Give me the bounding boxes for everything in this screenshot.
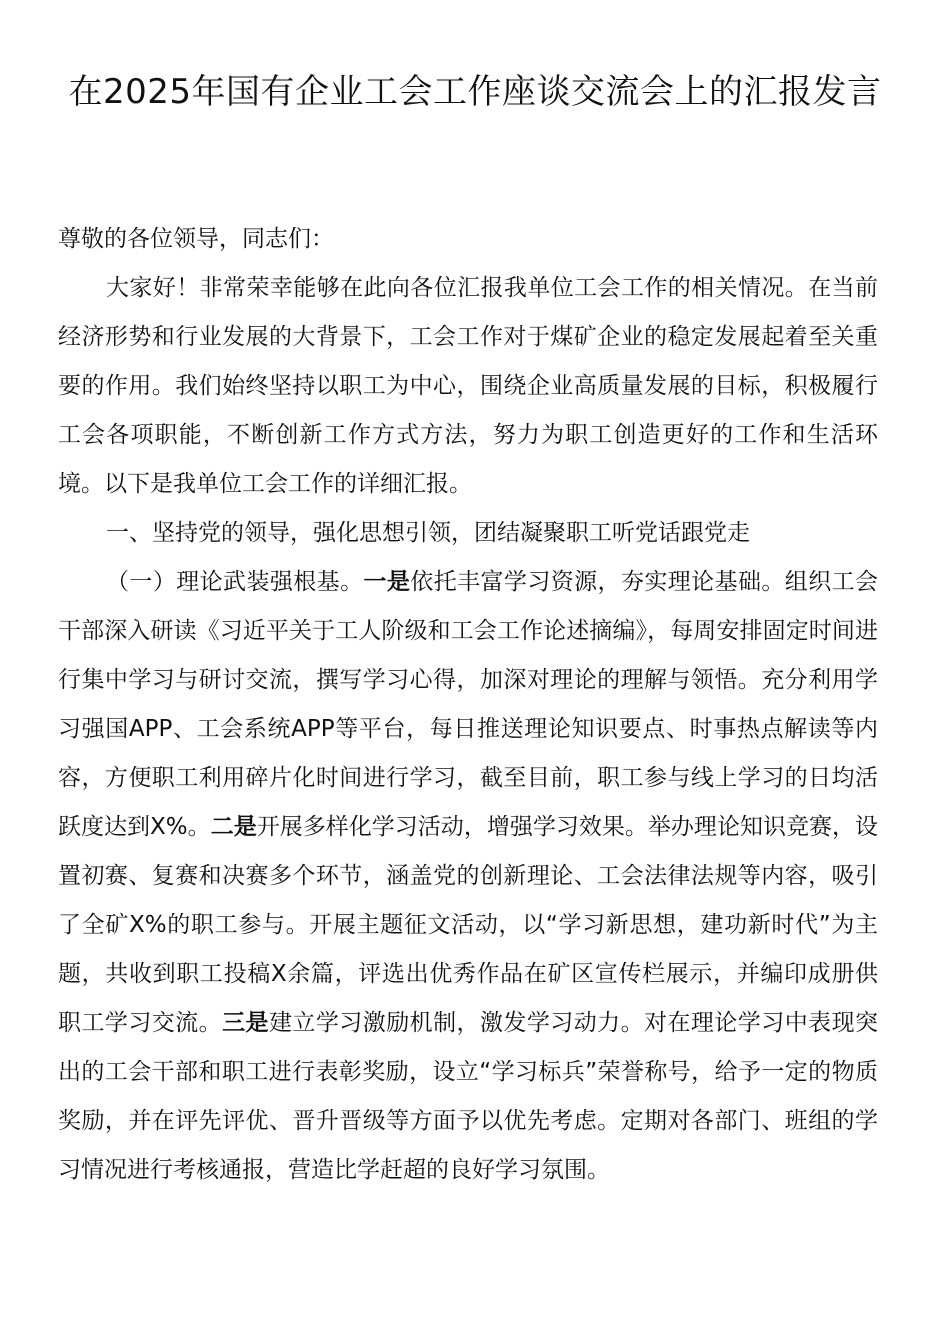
point-one-label: 一是 — [363, 569, 411, 595]
point-two-label: 二是 — [210, 814, 257, 840]
point-two-text: 开展多样化学习活动，增强学习效果。举办理论知识竞赛，设置初赛、复赛和决赛多个环节，涵盖党的创新理论、工会法律法规等内容，吸引了全矿X%的职工参与。开展主题征文活动，以“学习新思想，建功新时代”为主题，共收到职工投稿X余篇，评选出优秀作品在矿区宣传栏展示，并编印成册供职工学习交流。 — [58, 814, 879, 1036]
document-title: 在2025年国有企业工会工作座谈交流会上的汇报发言 — [68, 72, 882, 112]
point-one-text: 依托丰富学习资源，夯实理论基础。组织工会干部深入研读《习近平关于工人阶级和工会工作论述摘编》，每周安排固定时间进行集中学习与研讨交流，撰写学习心得，加深对理论的理解与领悟。充分利用学习强国APP、工会系统APP等平台，每日推送理论知识要点、时事热点解读等内容，方便职工利用碎片化时间进行学习，截至目前，职工参与线上学习的日均活跃度达到X%。 — [58, 569, 878, 840]
intro-paragraph: 大家好！非常荣幸能够在此向各位汇报我单位工会工作的相关情况。在当前经济形势和行业发展的大背景下，工会工作对于煤矿企业的稳定发展起着至关重要的作用。我们始终坚持以职工为中心，围绕企业高质量发展的目标，积极履行工会各项职能，不断创新工作方式方法，努力为职工创造更好的工作和生活环境。以下是我单位工会工作的详细汇报。 — [58, 275, 878, 497]
subsection-one-heading: （一）理论武装强根基。 — [106, 569, 364, 595]
point-three-label: 三是 — [222, 1010, 269, 1036]
document-body — [58, 215, 878, 1195]
section-one-heading: 一、坚持党的领导，强化思想引领，团结凝聚职工听党话跟党走 — [106, 520, 750, 546]
point-three-text: 建立学习激励机制，激发学习动力。对在理论学习中表现突出的工会干部和职工进行表彰奖励，设立“学习标兵”荣誉称号，给予一定的物质奖励，并在评先评优、晋升晋级等方面予以优先考虑。定期对各部门、班组的学习情况进行考核通报，营造比学赶超的良好学习氛围。 — [58, 1010, 879, 1183]
subsection-one-paragraph — [58, 558, 878, 1195]
salutation: 尊敬的各位领导，同志们： — [58, 226, 334, 252]
